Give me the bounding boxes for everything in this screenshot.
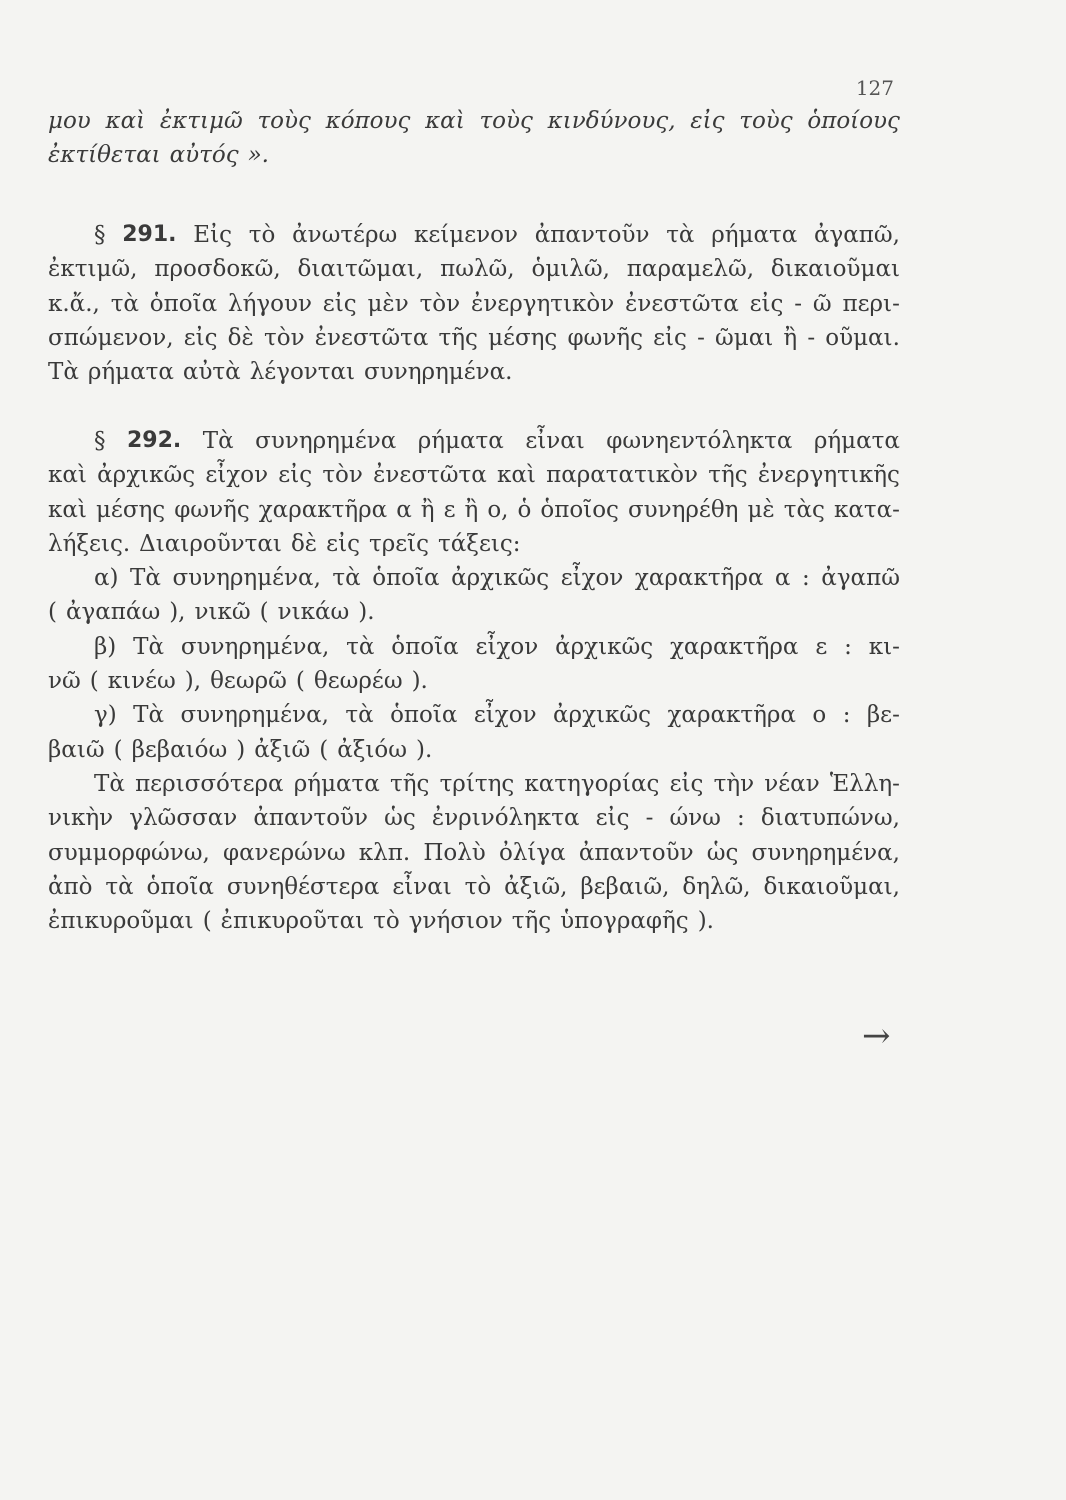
word: τὴν bbox=[713, 770, 755, 797]
word: ἀπαντοῦν bbox=[534, 222, 650, 248]
word: : bbox=[844, 633, 852, 660]
word: βεβαιόω bbox=[131, 736, 228, 763]
word: νικὴν bbox=[48, 805, 114, 832]
word: ε bbox=[443, 496, 456, 523]
word: δικαιοῦμαι bbox=[770, 256, 900, 283]
word: ο, bbox=[487, 496, 509, 523]
word: εἶναι bbox=[392, 873, 452, 900]
text-line bbox=[48, 138, 900, 172]
word: ἀπαντοῦν bbox=[578, 839, 694, 866]
word: ). bbox=[411, 668, 428, 695]
word: τῆς bbox=[511, 908, 552, 935]
word: § bbox=[94, 222, 106, 248]
word: καὶ bbox=[48, 462, 87, 489]
word: δὲ bbox=[227, 324, 254, 351]
text-line bbox=[48, 561, 900, 595]
word: ὁποίους bbox=[807, 108, 900, 134]
text-line bbox=[48, 493, 900, 527]
word: κ.ἄ., bbox=[48, 290, 100, 317]
word: τὰ bbox=[666, 222, 695, 248]
word: ρήματα bbox=[813, 428, 900, 454]
word: τῆς bbox=[390, 770, 430, 797]
word: τὸ bbox=[464, 873, 492, 900]
word: ( bbox=[319, 736, 329, 763]
paragraph-section-291 bbox=[48, 218, 900, 389]
word: τρεῖς bbox=[368, 530, 430, 557]
text-line bbox=[48, 355, 900, 389]
text-line bbox=[48, 801, 900, 835]
word: τὸν bbox=[264, 324, 305, 351]
word: λέγονται bbox=[249, 359, 356, 386]
word: ὀλίγα bbox=[498, 839, 566, 866]
word: βε- bbox=[866, 702, 900, 729]
word: εἶχον bbox=[475, 633, 539, 660]
word: λήγουν bbox=[228, 290, 312, 317]
word: ἀγαπῶ bbox=[821, 565, 900, 592]
word: α bbox=[774, 565, 791, 592]
word: κόπους bbox=[325, 108, 411, 134]
word: ( bbox=[295, 668, 305, 695]
word: ἀπὸ bbox=[48, 873, 93, 900]
word: εἰς bbox=[749, 290, 784, 317]
text-line bbox=[48, 664, 900, 698]
word: μὲ bbox=[747, 496, 775, 523]
word: καὶ bbox=[496, 462, 536, 489]
word: - bbox=[645, 805, 654, 832]
paragraph-quote-end bbox=[48, 104, 900, 173]
word: συνηρημένα, bbox=[172, 565, 321, 592]
text-line bbox=[48, 595, 900, 629]
word: ὡς bbox=[384, 805, 416, 832]
word: Τὰ bbox=[94, 770, 125, 797]
word: Διαιροῦνται bbox=[139, 530, 282, 557]
word: ὁποῖα bbox=[372, 565, 440, 592]
word: χαρακτῆρα bbox=[667, 702, 796, 729]
word: ὁποῖα bbox=[390, 702, 458, 729]
word: δὲ bbox=[290, 530, 318, 557]
text-line bbox=[48, 767, 900, 801]
word: β) bbox=[94, 633, 117, 660]
word: τὸν bbox=[322, 462, 363, 489]
word: εἶχον bbox=[473, 702, 537, 729]
word: παραμελῶ, bbox=[626, 256, 755, 283]
word: φανερώνω bbox=[223, 839, 346, 866]
word: ὁποῖος bbox=[540, 496, 619, 523]
word: ὁποῖα bbox=[146, 873, 214, 900]
word: α bbox=[396, 496, 412, 523]
word: δικαιοῦμαι, bbox=[763, 873, 900, 900]
word: ἀρχικῶς bbox=[97, 462, 196, 489]
word: κείμενον bbox=[414, 222, 518, 248]
word: εἰς bbox=[669, 770, 704, 797]
word: γνήσιον bbox=[408, 908, 503, 935]
word: τῆς bbox=[438, 324, 478, 351]
word: λήξεις. bbox=[48, 530, 131, 557]
text-line bbox=[48, 104, 900, 138]
word: περι- bbox=[842, 290, 900, 317]
word: κατηγορίας bbox=[524, 770, 660, 797]
word: ). bbox=[416, 736, 433, 763]
word: Τὰ bbox=[133, 702, 165, 729]
word: ρήματα bbox=[87, 359, 174, 386]
word: ἐνεργητικῆς bbox=[757, 462, 900, 489]
word: ), bbox=[184, 668, 202, 695]
word: νικῶ bbox=[194, 599, 251, 626]
word: ἀρχικῶς bbox=[555, 633, 654, 660]
word: ὁ bbox=[517, 496, 532, 523]
word: τρίτης bbox=[439, 770, 515, 797]
word: ώνω bbox=[669, 805, 721, 832]
word: ἀρχικῶς bbox=[451, 565, 550, 592]
word: τὸ bbox=[248, 222, 276, 248]
word: σπώμενον, bbox=[48, 324, 174, 351]
word: τοὺς bbox=[257, 108, 311, 134]
word: μὲν bbox=[367, 290, 409, 317]
word: : bbox=[842, 702, 851, 729]
word: τὰ bbox=[105, 873, 134, 900]
word: φωνῆς bbox=[174, 496, 250, 523]
word: Πολὺ bbox=[423, 839, 486, 866]
word: ( bbox=[89, 668, 99, 695]
word: νῶ bbox=[48, 668, 81, 695]
word: ἐνεστῶτα bbox=[625, 290, 739, 317]
word: ). bbox=[697, 908, 714, 935]
word: ἐκτιμῶ bbox=[159, 108, 243, 134]
word: ἢ bbox=[783, 324, 798, 351]
word: τὰ bbox=[332, 565, 361, 592]
word: κατα- bbox=[833, 496, 900, 523]
word: : bbox=[737, 805, 745, 832]
word: κλπ. bbox=[358, 839, 411, 866]
word: τὰ bbox=[345, 702, 374, 729]
word: - bbox=[807, 324, 816, 351]
text-line bbox=[48, 698, 900, 732]
text-line bbox=[48, 836, 900, 870]
word: ἐπικυροῦται bbox=[220, 908, 365, 935]
word: ( bbox=[113, 736, 123, 763]
word: διατυπώνω, bbox=[760, 805, 900, 832]
word: ), bbox=[169, 599, 186, 626]
word: οῦμαι. bbox=[825, 324, 900, 351]
word: εἰς bbox=[183, 324, 218, 351]
word: θεωρῶ bbox=[210, 668, 287, 695]
word: συμμορφώνω, bbox=[48, 839, 210, 866]
text-line bbox=[48, 252, 900, 286]
paragraph-section-292 bbox=[48, 424, 900, 938]
word: α) bbox=[94, 565, 119, 592]
word: χαρακτῆρα bbox=[669, 633, 799, 660]
continuation-arrow-icon: → bbox=[862, 1016, 891, 1056]
word: εἶναι bbox=[525, 428, 585, 454]
word: ἀρχικῶς bbox=[553, 702, 652, 729]
word: χαρακτῆρα bbox=[634, 565, 764, 592]
word: τάξεις: bbox=[438, 530, 521, 557]
word: Τὰ bbox=[202, 428, 234, 454]
word: νικάω bbox=[277, 599, 350, 626]
word: - bbox=[794, 290, 803, 317]
word: ὑπογραφῆς bbox=[560, 908, 689, 935]
text-line bbox=[48, 904, 900, 938]
word: Τὰ bbox=[48, 359, 79, 386]
word: κινδύνους, bbox=[547, 108, 676, 134]
word: τοὺς bbox=[739, 108, 793, 134]
word: - bbox=[697, 324, 705, 351]
text-line bbox=[48, 218, 900, 252]
word: συνηθέστερα bbox=[226, 873, 380, 900]
word: τὰ bbox=[346, 633, 375, 660]
word: περισσότερα bbox=[135, 770, 284, 797]
word: ). bbox=[358, 599, 375, 626]
word: καὶ bbox=[105, 108, 146, 134]
word: : bbox=[802, 565, 810, 592]
word: βαιῶ bbox=[48, 736, 105, 763]
word: ὁποῖα bbox=[391, 633, 459, 660]
word: ε bbox=[815, 633, 828, 660]
word: ἐνρινόληκτα bbox=[431, 805, 580, 832]
word: κι- bbox=[868, 633, 900, 660]
word: ῶ bbox=[812, 290, 832, 317]
word: ». bbox=[247, 142, 269, 169]
word: εἰς bbox=[278, 462, 313, 489]
word: εἰς bbox=[690, 108, 725, 134]
word: ἀξιόω bbox=[337, 736, 408, 763]
word: φωνηεντόληκτα bbox=[606, 428, 793, 454]
word: ( bbox=[259, 599, 269, 626]
word: νέαν bbox=[764, 770, 820, 797]
text-line bbox=[48, 424, 900, 458]
word: ὁμιλῶ, bbox=[531, 256, 610, 283]
word: χαρακτῆρα bbox=[258, 496, 388, 523]
word: ρήματα bbox=[417, 428, 504, 454]
word: ἐπικυροῦμαι bbox=[48, 908, 194, 935]
word: εἰς bbox=[326, 530, 360, 557]
word: συνηρημένα, bbox=[751, 839, 900, 866]
word: προσδοκῶ, bbox=[154, 256, 281, 283]
word: ἢ bbox=[420, 496, 435, 523]
word: ἐκτίθεται bbox=[48, 142, 161, 169]
word: ) bbox=[236, 736, 246, 763]
text-line bbox=[48, 630, 900, 664]
word: βεβαιῶ, bbox=[580, 873, 670, 900]
word: Τὰ bbox=[133, 633, 165, 660]
page-number: 127 bbox=[855, 76, 894, 100]
word: ὁποῖα bbox=[149, 290, 218, 317]
word: 292. bbox=[127, 428, 182, 453]
word: κινέω bbox=[107, 668, 176, 695]
word: πωλῶ, bbox=[440, 256, 515, 283]
word: ρήματα bbox=[711, 222, 798, 248]
word: ἐνεργητικὸν bbox=[470, 290, 615, 317]
word: τῆς bbox=[708, 462, 748, 489]
word: Τὰ bbox=[130, 565, 161, 592]
word: ἀγαπάω bbox=[65, 599, 161, 626]
word: τοὺς bbox=[479, 108, 533, 134]
word: ο bbox=[812, 702, 827, 729]
word: καὶ bbox=[425, 108, 465, 134]
word: ἐκτιμῶ, bbox=[48, 256, 138, 283]
word: καὶ bbox=[48, 496, 87, 523]
word: ἀγαπῶ, bbox=[814, 222, 900, 248]
word: εἰς bbox=[595, 805, 630, 832]
word: ἀνωτέρω bbox=[292, 222, 398, 248]
word: § bbox=[94, 428, 106, 454]
word: ῶμαι bbox=[715, 324, 774, 351]
word: φωνῆς bbox=[567, 324, 643, 351]
text-line bbox=[48, 527, 900, 561]
text-line bbox=[48, 458, 900, 492]
word: τὰς bbox=[783, 496, 825, 523]
word: ὡς bbox=[706, 839, 739, 866]
word: γ) bbox=[94, 702, 117, 729]
word: συνηρημένα bbox=[255, 428, 397, 454]
word: μου bbox=[48, 108, 91, 134]
word: συνηρημένα. bbox=[364, 359, 513, 386]
word: παρατατικὸν bbox=[546, 462, 699, 489]
word: αὐτός bbox=[169, 142, 239, 169]
text-line bbox=[48, 287, 900, 321]
word: δηλῶ, bbox=[682, 873, 751, 900]
word: ἐνεστῶτα bbox=[314, 324, 429, 351]
word: εἶχον bbox=[560, 565, 624, 592]
word: 291. bbox=[122, 222, 177, 247]
word: Ἑλλη- bbox=[829, 770, 900, 797]
word: ἀξιῶ, bbox=[504, 873, 568, 900]
text-line bbox=[48, 870, 900, 904]
word: ἢ bbox=[464, 496, 479, 523]
word: αὐτὰ bbox=[182, 359, 241, 386]
word: ( bbox=[202, 908, 212, 935]
word: ἐνεστῶτα bbox=[373, 462, 487, 489]
word: ( bbox=[48, 599, 57, 626]
word: συνηρέθη bbox=[627, 496, 739, 523]
word: ἀπαντοῦν bbox=[253, 805, 369, 832]
word: γλῶσσαν bbox=[129, 805, 238, 832]
word: εἰς bbox=[653, 324, 687, 351]
word: συνηρημένα, bbox=[180, 702, 329, 729]
word: συνηρημένα, bbox=[180, 633, 330, 660]
word: θεωρέω bbox=[313, 668, 403, 695]
word: εἶχον bbox=[205, 462, 269, 489]
word: εἰς bbox=[322, 290, 357, 317]
word: μέσης bbox=[95, 496, 166, 523]
word: τὸν bbox=[419, 290, 461, 317]
word: τὸ bbox=[373, 908, 400, 935]
word: ἀξιῶ bbox=[254, 736, 311, 763]
word: ρήματα bbox=[293, 770, 380, 797]
text-line bbox=[48, 733, 900, 767]
word: τὰ bbox=[110, 290, 139, 317]
word: μέσης bbox=[488, 324, 558, 351]
text-line bbox=[48, 321, 900, 355]
word: διαιτῶμαι, bbox=[297, 256, 424, 283]
word: Εἰς bbox=[193, 222, 232, 248]
